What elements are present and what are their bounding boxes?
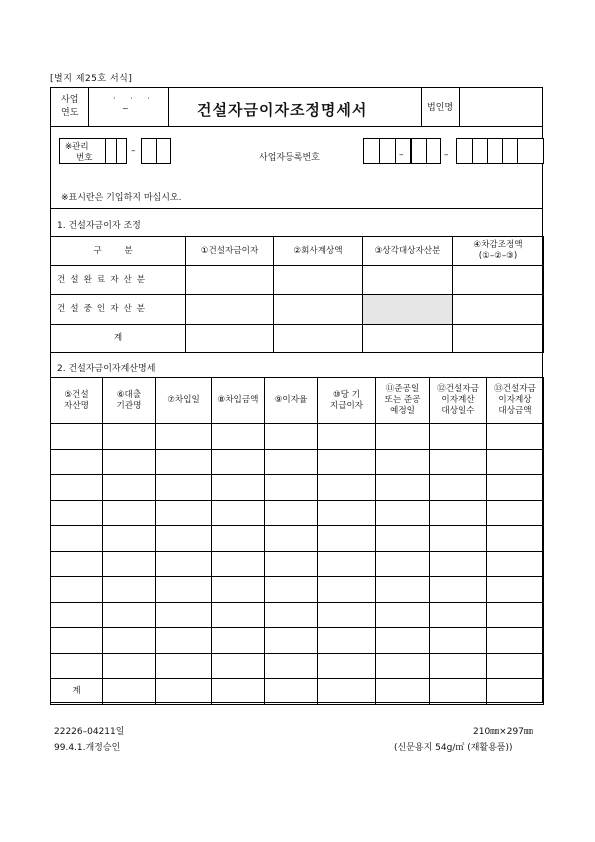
- cell[interactable]: [376, 500, 430, 526]
- cell[interactable]: [487, 577, 544, 603]
- cell[interactable]: [265, 653, 318, 679]
- cell[interactable]: [51, 653, 103, 679]
- cell[interactable]: [103, 602, 156, 628]
- cell[interactable]: [487, 679, 544, 705]
- cell[interactable]: [265, 679, 318, 705]
- cell[interactable]: [212, 628, 265, 654]
- cell[interactable]: [453, 266, 544, 295]
- cell[interactable]: [376, 679, 430, 705]
- calc-header-col-6: [318, 378, 376, 424]
- cell[interactable]: [430, 602, 487, 628]
- calc-header-col-1: [51, 378, 103, 424]
- shaded-cell: [363, 295, 453, 325]
- calc-header-line: 이자계산: [441, 395, 475, 405]
- business-year-label: 사업: [61, 95, 79, 105]
- cell[interactable]: [318, 526, 376, 552]
- cell[interactable]: [318, 551, 376, 577]
- cell[interactable]: [103, 475, 156, 501]
- cell[interactable]: [430, 653, 487, 679]
- table-row: [51, 424, 544, 450]
- cell[interactable]: [212, 475, 265, 501]
- calc-header-line: ⑨이자율: [274, 395, 308, 405]
- management-number-label: ※관리: [65, 142, 89, 152]
- table-row: [51, 551, 544, 577]
- table-row: [51, 449, 544, 475]
- cell[interactable]: [51, 628, 103, 654]
- calc-header-col-4: [212, 378, 265, 424]
- cell[interactable]: [487, 602, 544, 628]
- id-dash-3: –: [444, 150, 449, 160]
- table-row: [51, 475, 544, 501]
- cell[interactable]: [265, 551, 318, 577]
- cell[interactable]: [318, 653, 376, 679]
- cell[interactable]: [487, 449, 544, 475]
- table-row: [51, 577, 544, 603]
- row-label-in-progress: 건설중인자산분: [51, 295, 186, 325]
- cell[interactable]: [51, 602, 103, 628]
- header-adjustment-formula: (①–②–③): [478, 251, 518, 261]
- cell[interactable]: [376, 449, 430, 475]
- cell[interactable]: [318, 475, 376, 501]
- cell[interactable]: [156, 551, 212, 577]
- footer-paper-type: (신문용지 54g/㎡ (재활용품)): [394, 743, 513, 753]
- cell[interactable]: [487, 551, 544, 577]
- header-construction-interest: ①건설자금이자: [186, 237, 274, 266]
- cell[interactable]: [103, 679, 156, 705]
- cell[interactable]: [487, 475, 544, 501]
- cell[interactable]: [487, 628, 544, 654]
- calc-header-line: ⑦차입일: [167, 395, 200, 405]
- cell[interactable]: [51, 424, 103, 450]
- management-number-label-2: 번호: [76, 153, 93, 163]
- table-row: [51, 628, 544, 654]
- cell[interactable]: [318, 500, 376, 526]
- calc-header-line: 자산명: [64, 400, 89, 411]
- cell[interactable]: [156, 475, 212, 501]
- cell[interactable]: [363, 266, 453, 295]
- cell[interactable]: [265, 449, 318, 475]
- cell[interactable]: [318, 679, 376, 705]
- section2-title: 2. 건설자금이자계산명세: [57, 364, 156, 374]
- cell[interactable]: [212, 653, 265, 679]
- row-label-completed: 건설완료자산분: [51, 266, 186, 295]
- calc-header-line: ⑫건설자금: [437, 384, 479, 394]
- cell[interactable]: [103, 424, 156, 450]
- table-row: [51, 526, 544, 552]
- calc-header-line: ⑬건설자금: [494, 384, 536, 394]
- header-category: 구 분: [51, 237, 186, 266]
- calc-header-col-2: [103, 378, 156, 424]
- cell[interactable]: [156, 424, 212, 450]
- cell[interactable]: [265, 424, 318, 450]
- form-title: 건설자금이자조정명세서: [197, 101, 368, 119]
- calc-header-col-9: [487, 378, 544, 424]
- cell[interactable]: [376, 602, 430, 628]
- row-label-total: 계: [51, 325, 186, 353]
- cell[interactable]: [186, 325, 274, 353]
- cell[interactable]: [156, 602, 212, 628]
- cell[interactable]: [103, 449, 156, 475]
- cell[interactable]: [103, 628, 156, 654]
- calc-header-line: 대상금액: [498, 406, 532, 416]
- cell[interactable]: [376, 653, 430, 679]
- cell[interactable]: [103, 653, 156, 679]
- cell[interactable]: [265, 628, 318, 654]
- cell[interactable]: [103, 500, 156, 526]
- cell[interactable]: [318, 424, 376, 450]
- cell[interactable]: [212, 500, 265, 526]
- cell[interactable]: [212, 424, 265, 450]
- cell[interactable]: [186, 266, 274, 295]
- cell[interactable]: [430, 526, 487, 552]
- cell[interactable]: [376, 551, 430, 577]
- cell[interactable]: [51, 449, 103, 475]
- cell[interactable]: [376, 577, 430, 603]
- calc-header-col-8: [430, 378, 487, 424]
- calc-header-line: ⑩당 기: [332, 389, 361, 400]
- cell[interactable]: [376, 526, 430, 552]
- cell[interactable]: [103, 551, 156, 577]
- cell[interactable]: [376, 475, 430, 501]
- cell[interactable]: [453, 325, 544, 353]
- cell[interactable]: [51, 475, 103, 501]
- cell[interactable]: [487, 424, 544, 450]
- biz-reg-part-3[interactable]: [456, 138, 544, 164]
- cell[interactable]: [212, 551, 265, 577]
- id-dash-2: –: [399, 150, 404, 160]
- cell[interactable]: [430, 475, 487, 501]
- form-frame: [50, 87, 543, 703]
- business-reg-number-label: 사업자등록번호: [259, 153, 320, 163]
- calc-header-col-5: [265, 378, 318, 424]
- management-number-suffix[interactable]: [141, 138, 171, 164]
- calc-header-line: ⑪준공일: [385, 384, 420, 394]
- cell[interactable]: [265, 475, 318, 501]
- cell[interactable]: [274, 295, 363, 325]
- business-year-label-2: 연도: [61, 108, 79, 118]
- cell[interactable]: [265, 602, 318, 628]
- cell[interactable]: [212, 679, 265, 705]
- cell[interactable]: [265, 500, 318, 526]
- cell[interactable]: [430, 577, 487, 603]
- cell[interactable]: [430, 551, 487, 577]
- header-adjustment-amount: [453, 237, 544, 266]
- footer-code: 22226–04211일: [54, 727, 125, 737]
- table-row: [51, 653, 544, 679]
- management-number-field[interactable]: [59, 138, 127, 164]
- section1-title: 1. 건설자금이자 조정: [57, 221, 141, 231]
- calc-header-line: ⑥대출: [116, 389, 142, 400]
- cell[interactable]: [265, 577, 318, 603]
- cell[interactable]: [103, 577, 156, 603]
- cell[interactable]: [376, 424, 430, 450]
- cell[interactable]: [430, 500, 487, 526]
- header-company-amount: ②회사계상액: [274, 237, 363, 266]
- cell[interactable]: [212, 602, 265, 628]
- cell[interactable]: [186, 295, 274, 325]
- calc-header-line: 예정일: [390, 406, 415, 416]
- calc-header-line: ⑤건설: [64, 389, 89, 400]
- cell[interactable]: [51, 577, 103, 603]
- cell[interactable]: [318, 449, 376, 475]
- cell[interactable]: [363, 325, 453, 353]
- cell[interactable]: [318, 602, 376, 628]
- cell[interactable]: [274, 325, 363, 353]
- total-label: 계: [51, 679, 103, 705]
- calc-header-line: 지급이자: [329, 400, 364, 411]
- calc-header-row: [51, 378, 544, 424]
- cell[interactable]: [212, 577, 265, 603]
- table-row: [51, 500, 544, 526]
- cell[interactable]: [430, 628, 487, 654]
- notice-text: ※표시란은 기입하지 마십시오.: [61, 193, 182, 203]
- calc-header-line: ⑧차입금액: [217, 395, 259, 405]
- calc-header-line: 또는 준공: [384, 395, 421, 405]
- calc-header-line: 이자계상: [498, 395, 532, 405]
- cell[interactable]: [430, 679, 487, 705]
- id-dash-1: –: [131, 146, 136, 156]
- calc-header-line: 기관명: [116, 400, 142, 411]
- cell[interactable]: [430, 424, 487, 450]
- business-year-range[interactable]: · · ·: [113, 94, 156, 103]
- cell[interactable]: [156, 628, 212, 654]
- footer-approval: 99.4.1.개정승인: [54, 743, 121, 753]
- cell[interactable]: [430, 449, 487, 475]
- cell[interactable]: [156, 526, 212, 552]
- table-row: [51, 602, 544, 628]
- cell[interactable]: [212, 526, 265, 552]
- cell[interactable]: [212, 449, 265, 475]
- cell[interactable]: [156, 577, 212, 603]
- cell[interactable]: [487, 526, 544, 552]
- biz-reg-part-2[interactable]: [411, 138, 441, 164]
- interest-adjustment-table: [50, 236, 544, 353]
- form-number-tag: [별지 제25호 서식]: [50, 74, 133, 84]
- cell[interactable]: [51, 526, 103, 552]
- interest-calculation-table: [50, 377, 544, 705]
- calc-header-col-3: [156, 378, 212, 424]
- calc-header-line: 대상일수: [441, 406, 475, 416]
- cell[interactable]: [318, 577, 376, 603]
- cell[interactable]: [274, 266, 363, 295]
- footer-paper-size: 210㎜×297㎜: [473, 727, 533, 737]
- cell[interactable]: [103, 526, 156, 552]
- corporation-name-label: 법인명: [427, 103, 454, 113]
- business-year-tilde: ~: [122, 104, 129, 113]
- cell[interactable]: [453, 295, 544, 325]
- cell[interactable]: [156, 449, 212, 475]
- cell[interactable]: [487, 500, 544, 526]
- cell[interactable]: [318, 628, 376, 654]
- cell[interactable]: [265, 526, 318, 552]
- cell[interactable]: [156, 500, 212, 526]
- cell[interactable]: [156, 679, 212, 705]
- cell[interactable]: [51, 551, 103, 577]
- header-adjustment-label: ④차감조정액: [473, 240, 523, 250]
- cell[interactable]: [156, 653, 212, 679]
- cell[interactable]: [51, 500, 103, 526]
- header-depreciation-portion: ③상각대상자산분: [363, 237, 453, 266]
- total-row: [51, 679, 544, 705]
- cell[interactable]: [487, 653, 544, 679]
- calc-header-col-7: [376, 378, 430, 424]
- cell[interactable]: [376, 628, 430, 654]
